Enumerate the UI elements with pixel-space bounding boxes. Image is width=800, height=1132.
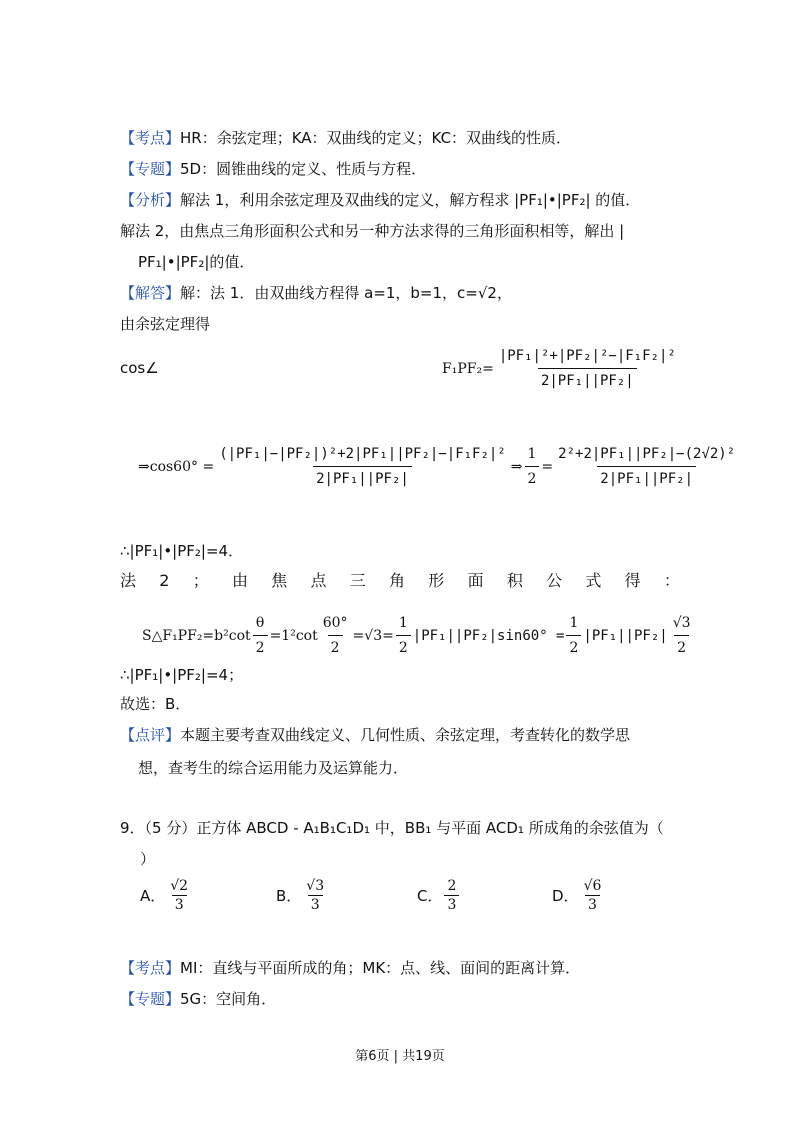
- half-numerator: 1: [527, 446, 537, 462]
- fenxi-text-2: 解法 2，由焦点三角形面积公式和另一种方法求得的三角形面积相等，解出 |: [120, 222, 625, 240]
- kaodian-tag-2: 【考点】: [120, 959, 181, 977]
- cos-formula: [442, 345, 681, 392]
- choice-a-num: √2: [170, 878, 189, 894]
- fenxi-text: 解法 1，利用余弦定理及双曲线的定义，解方程求 |PF₁|•|PF₂| 的值．: [180, 191, 641, 209]
- therefore-text-1: ∴|PF₁|•|PF₂|=4．: [120, 542, 244, 560]
- answer-text: 故选：B．: [120, 695, 191, 713]
- cos60-denominator-2: 2|PF₁||PF₂|: [597, 466, 696, 490]
- answer-line: [120, 693, 190, 715]
- yuxian-text: 由余弦定理得: [120, 315, 211, 333]
- area-frac-sqrt3: [670, 612, 694, 659]
- choice-b[interactable]: [276, 878, 329, 913]
- kaodian-line: [120, 127, 571, 149]
- choice-b-den: 3: [308, 895, 323, 913]
- fenxi-line-2: [120, 220, 624, 242]
- theta-num: θ: [255, 615, 265, 631]
- m2-char: 式: [585, 571, 602, 590]
- fenxi-line: [120, 189, 640, 211]
- m2-char: 点: [310, 571, 327, 590]
- choice-a-label: A．: [140, 887, 166, 905]
- kaodian-text-2: MI：直线与平面所成的角；MK：点、线、面间的距离计算．: [180, 959, 581, 977]
- area-mid-2: =√3=: [352, 627, 394, 644]
- fenxi-tag: 【分析】: [120, 191, 181, 209]
- area-mid-1: =1²cot: [269, 627, 318, 644]
- therefore-text-2: ∴|PF₁|•|PF₂|=4；: [120, 666, 244, 684]
- fenxi-text-3: PF₁|•|PF₂|的值．: [138, 253, 255, 271]
- choice-a-den: 3: [172, 895, 187, 913]
- m2-char: ：: [663, 571, 680, 590]
- choice-a[interactable]: [140, 878, 193, 913]
- m2-char: 由: [231, 571, 248, 590]
- question-9-close: [140, 848, 155, 870]
- area-mid-3: |PF₁||PF₂|sin60° =: [412, 627, 565, 644]
- half-denominator: 2: [525, 466, 540, 490]
- cos60-denominator-1: 2|PF₁||PF₂|: [313, 466, 412, 490]
- cos-angle-text: cos∠: [120, 359, 159, 377]
- area-frac-60: [320, 612, 351, 659]
- dianping-line: [120, 724, 630, 746]
- zhuanti-tag-2: 【专题】: [120, 990, 181, 1008]
- half2-num: 1: [569, 615, 579, 631]
- cos-left: [120, 357, 159, 379]
- choice-c-num: 2: [447, 878, 457, 894]
- zhuanti-text-2: 5G：空间角．: [180, 990, 277, 1008]
- dianping-line-2: [138, 757, 408, 779]
- half2-den: 2: [566, 635, 581, 659]
- cos60-half: [525, 443, 540, 490]
- m2-char: 法: [120, 571, 137, 590]
- zhuanti-line: [120, 158, 426, 180]
- choice-d-label: D．: [552, 887, 579, 905]
- choice-d-den: 3: [585, 895, 600, 913]
- m2-char: 角: [389, 571, 406, 590]
- page-footer: [0, 1045, 800, 1064]
- choice-c-den: 3: [444, 895, 459, 913]
- choice-d-num: √6: [583, 878, 602, 894]
- kaodian-text: HR：余弦定理；KA：双曲线的定义；KC：双曲线的性质．: [180, 129, 572, 147]
- method2-heading: [120, 569, 680, 593]
- jieda-line: [120, 282, 512, 304]
- choice-b-label: B．: [276, 887, 302, 905]
- area-frac-half-1: [396, 612, 411, 659]
- cos60-fraction-2: [555, 443, 738, 490]
- cos-fraction: [496, 345, 679, 392]
- cos60-equals: =: [541, 458, 554, 475]
- dianping-text: 本题主要考查双曲线定义、几何性质、余弦定理，考查转化的数学思: [180, 726, 631, 744]
- jieda-text: 解：法 1．由双曲线方程得 a=1，b=1，c=√2，: [180, 284, 512, 302]
- choice-c-fraction: [444, 878, 459, 913]
- choice-c-label: C．: [417, 887, 443, 905]
- cos60-formula: [138, 443, 740, 490]
- cos60-numerator-2: 2²+2|PF₁||PF₂|−(2√2)²: [558, 446, 736, 462]
- therefore-line-2: [120, 664, 243, 686]
- dianping-tag: 【点评】: [120, 726, 181, 744]
- kaodian-tag: 【考点】: [120, 129, 181, 147]
- sqrt3-den: 2: [674, 635, 689, 659]
- m2-char: 焦: [271, 571, 288, 590]
- cos60-arrow: ⇒: [510, 458, 523, 475]
- yuxian-line: [120, 313, 210, 335]
- half1-num: 1: [398, 615, 408, 631]
- choice-d[interactable]: [552, 878, 606, 913]
- m2-char: 面: [467, 571, 484, 590]
- m2-char: 公: [546, 571, 563, 590]
- fenxi-line-3: [138, 251, 254, 273]
- choice-d-fraction: [581, 878, 605, 913]
- cos-numerator: |PF₁|²+|PF₂|²−|F₁F₂|²: [498, 348, 676, 364]
- question-9-text: 9．（5 分）正方体 ABCD - A₁B₁C₁D₁ 中，BB₁ 与平面 ACD₁ 所成角的余弦值为（: [120, 819, 664, 837]
- sixty-den: 2: [328, 635, 343, 659]
- cos-lhs: F₁PF₂=: [442, 360, 494, 377]
- m2-char: ；: [192, 571, 209, 590]
- m2-char: 得: [624, 571, 641, 590]
- cos-denominator: 2|PF₁||PF₂|: [538, 368, 637, 392]
- theta-den: 2: [253, 635, 268, 659]
- choice-a-fraction: [167, 878, 191, 913]
- dianping-text-2: 想，查考生的综合运用能力及运算能力．: [138, 759, 409, 777]
- choice-c[interactable]: [417, 878, 461, 913]
- choice-b-fraction: [303, 878, 327, 913]
- therefore-line-1: [120, 540, 243, 562]
- area-frac-half-2: [566, 612, 581, 659]
- page-number: 第6页 | 共19页: [355, 1049, 445, 1064]
- m2-char: 形: [428, 571, 445, 590]
- jieda-tag: 【解答】: [120, 284, 181, 302]
- cos60-prefix: ⇒cos60° =: [138, 458, 215, 475]
- sixty-num: 60°: [322, 615, 348, 631]
- cos60-fraction-1: [216, 443, 509, 490]
- sqrt3-num: √3: [672, 615, 691, 631]
- question-9: [120, 817, 664, 839]
- zhuanti-text: 5D：圆锥曲线的定义、性质与方程．: [180, 160, 427, 178]
- area-prefix: S△F₁PF₂=b²cot: [142, 627, 251, 644]
- area-mid-4: |PF₁||PF₂|: [583, 627, 668, 644]
- half1-den: 2: [396, 635, 411, 659]
- area-frac-theta: [253, 612, 268, 659]
- cos60-numerator-1: (|PF₁|−|PF₂|)²+2|PF₁||PF₂|−|F₁F₂|²: [219, 446, 506, 462]
- m2-char: 三: [349, 571, 366, 590]
- zhuanti-tag: 【专题】: [120, 160, 181, 178]
- m2-char: 2: [159, 571, 170, 590]
- kaodian-line-2: [120, 957, 580, 979]
- question-9-paren: ）: [140, 850, 156, 868]
- choice-b-num: √3: [306, 878, 325, 894]
- m2-char: 积: [506, 571, 523, 590]
- area-formula: [142, 612, 696, 659]
- zhuanti-line-2: [120, 988, 276, 1010]
